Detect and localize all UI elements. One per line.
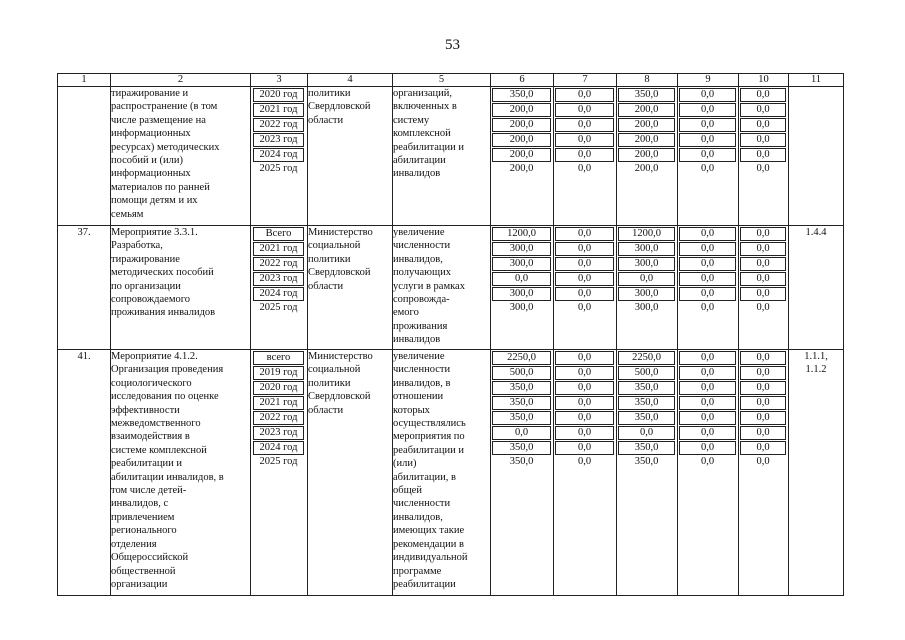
executor-line: политики bbox=[308, 377, 351, 389]
year-label: 2020 год bbox=[253, 381, 304, 395]
amount-value: 350,0 bbox=[618, 88, 675, 102]
amount-value: 0,0 bbox=[679, 411, 736, 425]
amount-value: 350,0 bbox=[634, 456, 659, 467]
indicator-line: отношении bbox=[393, 391, 444, 403]
row-number-cell bbox=[58, 87, 111, 226]
target-ref: 1.1.1, bbox=[804, 351, 828, 362]
amount-value: 350,0 bbox=[618, 381, 675, 395]
row-number-cell bbox=[58, 350, 111, 596]
indicator-cell bbox=[393, 226, 491, 350]
executor-line: Свердловской bbox=[308, 391, 371, 403]
amount-value: 0,0 bbox=[679, 148, 736, 162]
amount-value: 0,0 bbox=[740, 103, 786, 117]
amount-cell-c6 bbox=[491, 226, 554, 350]
executor-line: области bbox=[308, 114, 344, 126]
column-number: 6 bbox=[491, 74, 554, 87]
executor-line: области bbox=[308, 280, 344, 292]
activity-name-line: информационных bbox=[111, 168, 191, 180]
column-number: 4 bbox=[308, 74, 393, 87]
column-number: 11 bbox=[789, 74, 844, 87]
amount-value: 0,0 bbox=[679, 133, 736, 147]
indicator-line: инвалидов, bbox=[393, 511, 443, 523]
activity-name-line: эффективности bbox=[111, 404, 180, 416]
column-number: 2 bbox=[111, 74, 251, 87]
indicator-line: имеющих такие bbox=[393, 525, 465, 537]
amount-value: 0,0 bbox=[555, 366, 614, 380]
activity-name-line: Мероприятие 3.3.1. bbox=[111, 227, 198, 238]
table-row bbox=[58, 226, 844, 350]
amount-value: 0,0 bbox=[679, 242, 736, 256]
year-label: 2024 год bbox=[253, 148, 304, 162]
amount-value: 0,0 bbox=[679, 272, 736, 286]
executor-line: социальной bbox=[308, 364, 361, 376]
amount-cell-c8 bbox=[617, 87, 678, 226]
activity-name-line: инвалидов, с bbox=[111, 498, 169, 510]
indicator-line: численности bbox=[393, 364, 451, 376]
amount-value: 350,0 bbox=[618, 441, 675, 455]
executor-cell bbox=[308, 226, 393, 350]
executor-cell bbox=[308, 350, 393, 596]
amount-value: 0,0 bbox=[555, 242, 614, 256]
years-cell bbox=[251, 350, 308, 596]
amount-value: 0,0 bbox=[555, 103, 614, 117]
activity-name-line: проживания инвалидов bbox=[111, 307, 216, 319]
amount-value: 0,0 bbox=[740, 381, 786, 395]
amount-value: 500,0 bbox=[618, 366, 675, 380]
amount-value: 0,0 bbox=[555, 441, 614, 455]
column-number: 5 bbox=[393, 74, 491, 87]
target-ref: 1.1.2 bbox=[805, 364, 827, 376]
column-number-row bbox=[58, 74, 844, 87]
amount-value: 0,0 bbox=[700, 163, 715, 174]
amount-value: 300,0 bbox=[492, 242, 551, 256]
year-label: 2023 год bbox=[253, 133, 304, 147]
year-label: 2021 год bbox=[253, 103, 304, 117]
activity-name-line: Мероприятие 4.1.2. bbox=[111, 351, 198, 362]
indicator-line: комплексной bbox=[393, 128, 451, 140]
year-label: 2025 год bbox=[259, 302, 298, 313]
year-label: 2023 год bbox=[253, 426, 304, 440]
column-number: 1 bbox=[58, 74, 111, 87]
amount-value: 200,0 bbox=[492, 133, 551, 147]
amount-value: 0,0 bbox=[740, 133, 786, 147]
activity-name-line: общественной bbox=[111, 565, 176, 577]
executor-cell bbox=[308, 87, 393, 226]
amount-value: 0,0 bbox=[679, 287, 736, 301]
amount-value: 0,0 bbox=[555, 396, 614, 410]
amount-value: 0,0 bbox=[756, 456, 770, 467]
indicator-line: сопровожда- bbox=[393, 294, 450, 306]
amount-value: 0,0 bbox=[577, 163, 592, 174]
row-number: 37. bbox=[77, 227, 91, 238]
page-number: 53 bbox=[445, 37, 460, 53]
activity-name-line: реабилитации и bbox=[111, 458, 182, 470]
amount-value: 0,0 bbox=[555, 118, 614, 132]
target-ref-cell bbox=[789, 226, 844, 350]
amount-value: 0,0 bbox=[555, 227, 614, 241]
amount-value: 0,0 bbox=[679, 103, 736, 117]
amount-value: 200,0 bbox=[618, 133, 675, 147]
activity-name-line: помощи детям и их bbox=[111, 195, 198, 207]
amount-value: 0,0 bbox=[740, 351, 786, 365]
year-label: 2020 год bbox=[253, 88, 304, 102]
year-label: 2023 год bbox=[253, 272, 304, 286]
amount-value: 0,0 bbox=[679, 441, 736, 455]
amount-value: 0,0 bbox=[679, 426, 736, 440]
indicator-line: реабилитации и bbox=[393, 444, 464, 456]
indicator-line: емого bbox=[393, 307, 419, 319]
activity-name-line: организации bbox=[111, 578, 168, 590]
executor-line: политики bbox=[308, 253, 351, 265]
amount-value: 0,0 bbox=[555, 381, 614, 395]
year-label: всего bbox=[253, 351, 304, 365]
activity-name-line: Разработка, bbox=[111, 240, 163, 252]
executor-line: Министерство bbox=[308, 227, 373, 238]
amount-cell-c6 bbox=[491, 87, 554, 226]
amount-cell-c6 bbox=[491, 350, 554, 596]
amount-value: 1200,0 bbox=[618, 227, 675, 241]
amount-cell-c9 bbox=[678, 226, 739, 350]
indicator-line: численности bbox=[393, 498, 451, 510]
indicator-line: получающих bbox=[393, 267, 451, 279]
activity-name-line: тиражирование и bbox=[111, 88, 189, 99]
year-label: 2024 год bbox=[253, 287, 304, 301]
amount-value: 0,0 bbox=[679, 227, 736, 241]
amount-cell-c7 bbox=[554, 226, 617, 350]
indicator-line: реабилитации и bbox=[393, 141, 464, 153]
amount-cell-c8 bbox=[617, 226, 678, 350]
indicator-line: увеличение bbox=[393, 351, 445, 362]
year-label: 2019 год bbox=[253, 366, 304, 380]
year-label: 2025 год bbox=[259, 163, 298, 174]
amount-value: 0,0 bbox=[740, 396, 786, 410]
amount-value: 0,0 bbox=[555, 272, 614, 286]
activity-name-line: взаимодействия в bbox=[111, 431, 190, 443]
program-table bbox=[57, 73, 844, 596]
activity-name-line: отделения bbox=[111, 538, 157, 550]
amount-value: 0,0 bbox=[740, 272, 786, 286]
amount-value: 0,0 bbox=[577, 456, 592, 467]
column-number: 8 bbox=[617, 74, 678, 87]
indicator-line: инвалидов bbox=[393, 168, 441, 180]
amount-value: 350,0 bbox=[492, 411, 551, 425]
executor-line: области bbox=[308, 404, 344, 416]
indicator-line: инвалидов, bbox=[393, 253, 443, 265]
column-number: 3 bbox=[251, 74, 308, 87]
amount-value: 0,0 bbox=[679, 118, 736, 132]
amount-cell-c9 bbox=[678, 350, 739, 596]
amount-value: 0,0 bbox=[740, 257, 786, 271]
activity-name-line: социологического bbox=[111, 377, 192, 389]
amount-value: 350,0 bbox=[509, 456, 534, 467]
row-number: 41. bbox=[77, 351, 91, 362]
amount-value: 2250,0 bbox=[618, 351, 675, 365]
amount-value: 2250,0 bbox=[492, 351, 551, 365]
amount-cell-c10 bbox=[739, 226, 789, 350]
year-label: 2021 год bbox=[253, 396, 304, 410]
target-ref-cell bbox=[789, 350, 844, 596]
amount-value: 300,0 bbox=[492, 257, 551, 271]
activity-name-cell bbox=[111, 350, 251, 596]
column-number: 7 bbox=[554, 74, 617, 87]
amount-value: 0,0 bbox=[555, 148, 614, 162]
amount-value: 0,0 bbox=[679, 88, 736, 102]
amount-value: 0,0 bbox=[740, 441, 786, 455]
amount-value: 0,0 bbox=[740, 287, 786, 301]
amount-value: 1200,0 bbox=[492, 227, 551, 241]
amount-value: 350,0 bbox=[492, 381, 551, 395]
executor-line: Министерство bbox=[308, 351, 373, 362]
activity-name-line: тиражирование bbox=[111, 253, 180, 265]
amount-cell-c7 bbox=[554, 350, 617, 596]
indicator-line: абилитации, в bbox=[393, 471, 456, 483]
amount-cell-c9 bbox=[678, 87, 739, 226]
year-label: 2022 год bbox=[253, 411, 304, 425]
indicator-line: мероприятия по bbox=[393, 431, 465, 443]
amount-value: 0,0 bbox=[740, 227, 786, 241]
amount-value: 0,0 bbox=[555, 351, 614, 365]
amount-value: 300,0 bbox=[509, 302, 534, 313]
indicator-line: услуги в рамках bbox=[393, 280, 465, 292]
indicator-line: индивидуальной bbox=[393, 552, 468, 564]
activity-name-line: пособий и (или) bbox=[111, 155, 183, 167]
column-number: 9 bbox=[678, 74, 739, 87]
amount-value: 350,0 bbox=[492, 396, 551, 410]
amount-value: 300,0 bbox=[618, 287, 675, 301]
amount-value: 0,0 bbox=[679, 381, 736, 395]
amount-value: 0,0 bbox=[700, 456, 715, 467]
row-number-cell bbox=[58, 226, 111, 350]
amount-value: 0,0 bbox=[679, 351, 736, 365]
amount-value: 0,0 bbox=[679, 257, 736, 271]
amount-value: 0,0 bbox=[740, 366, 786, 380]
indicator-line: программе bbox=[393, 565, 442, 577]
indicator-line: увеличение bbox=[393, 227, 445, 238]
amount-value: 350,0 bbox=[618, 396, 675, 410]
activity-name-line: абилитации инвалидов, в bbox=[111, 471, 224, 483]
amount-value: 0,0 bbox=[756, 302, 770, 313]
indicator-line: включенных в bbox=[393, 101, 457, 113]
year-label: 2025 год bbox=[259, 456, 298, 467]
amount-value: 0,0 bbox=[492, 272, 551, 286]
target-ref: 1.4.4 bbox=[805, 227, 827, 238]
activity-name-line: по организации bbox=[111, 280, 181, 292]
activity-name-line: числе размещение на bbox=[111, 114, 206, 126]
amount-value: 0,0 bbox=[577, 302, 592, 313]
amount-value: 300,0 bbox=[492, 287, 551, 301]
amount-cell-c10 bbox=[739, 87, 789, 226]
amount-value: 0,0 bbox=[555, 287, 614, 301]
amount-value: 0,0 bbox=[740, 88, 786, 102]
amount-value: 300,0 bbox=[618, 242, 675, 256]
amount-value: 200,0 bbox=[618, 118, 675, 132]
amount-value: 0,0 bbox=[740, 411, 786, 425]
year-label: 2022 год bbox=[253, 118, 304, 132]
indicator-line: рекомендации в bbox=[393, 538, 464, 550]
year-label: 2021 год bbox=[253, 242, 304, 256]
activity-name-line: системе комплексной bbox=[111, 444, 207, 456]
indicator-line: систему bbox=[393, 114, 430, 126]
executor-line: Свердловской bbox=[308, 267, 371, 279]
amount-value: 200,0 bbox=[492, 103, 551, 117]
indicator-line: абилитации bbox=[393, 155, 446, 167]
indicator-line: реабилитации bbox=[393, 578, 456, 590]
years-cell bbox=[251, 226, 308, 350]
indicator-line: (или) bbox=[393, 458, 417, 470]
activity-name-line: привлечением bbox=[111, 511, 175, 523]
activity-name-line: сопровождаемого bbox=[111, 294, 191, 306]
activity-name-cell bbox=[111, 87, 251, 226]
amount-value: 0,0 bbox=[679, 366, 736, 380]
activity-name-line: Общероссийской bbox=[111, 552, 189, 564]
amount-value: 200,0 bbox=[634, 163, 659, 174]
amount-value: 0,0 bbox=[618, 426, 675, 440]
amount-value: 0,0 bbox=[555, 88, 614, 102]
indicator-line: осуществлялись bbox=[393, 418, 466, 430]
amount-value: 0,0 bbox=[555, 426, 614, 440]
amount-cell-c7 bbox=[554, 87, 617, 226]
indicator-line: организаций, bbox=[393, 88, 452, 99]
amount-value: 350,0 bbox=[492, 88, 551, 102]
activity-name-line: исследования по оценке bbox=[111, 391, 219, 403]
indicator-cell bbox=[393, 87, 491, 226]
amount-value: 0,0 bbox=[740, 118, 786, 132]
indicator-line: общей bbox=[393, 485, 422, 497]
activity-name-line: ресурсах) методических bbox=[111, 141, 220, 153]
indicator-line: которых bbox=[393, 404, 430, 416]
activity-name-line: материалов по ранней bbox=[111, 181, 210, 193]
indicator-line: инвалидов, в bbox=[393, 377, 451, 389]
table-row bbox=[58, 87, 844, 226]
amount-value: 500,0 bbox=[492, 366, 551, 380]
activity-name-cell bbox=[111, 226, 251, 350]
executor-line: социальной bbox=[308, 240, 361, 252]
years-cell bbox=[251, 87, 308, 226]
executor-line: политики bbox=[308, 88, 351, 99]
target-ref-cell bbox=[789, 87, 844, 226]
amount-value: 0,0 bbox=[700, 302, 715, 313]
amount-value: 0,0 bbox=[555, 133, 614, 147]
amount-value: 0,0 bbox=[618, 272, 675, 286]
activity-name-line: распространение (в том bbox=[111, 101, 218, 113]
amount-value: 0,0 bbox=[740, 426, 786, 440]
column-number: 10 bbox=[739, 74, 789, 87]
amount-value: 0,0 bbox=[740, 148, 786, 162]
activity-name-line: том числе детей- bbox=[111, 485, 187, 497]
activity-name-line: Организация проведения bbox=[111, 364, 224, 376]
amount-value: 200,0 bbox=[492, 118, 551, 132]
amount-value: 200,0 bbox=[509, 163, 534, 174]
amount-value: 200,0 bbox=[618, 148, 675, 162]
amount-value: 0,0 bbox=[492, 426, 551, 440]
amount-cell-c10 bbox=[739, 350, 789, 596]
year-label: 2024 год bbox=[253, 441, 304, 455]
indicator-line: численности bbox=[393, 240, 451, 252]
year-label: 2022 год bbox=[253, 257, 304, 271]
indicator-line: проживания bbox=[393, 320, 448, 332]
amount-value: 0,0 bbox=[679, 396, 736, 410]
activity-name-line: информационных bbox=[111, 128, 191, 140]
amount-value: 300,0 bbox=[618, 257, 675, 271]
amount-value: 0,0 bbox=[555, 257, 614, 271]
amount-value: 200,0 bbox=[492, 148, 551, 162]
amount-value: 0,0 bbox=[756, 163, 770, 174]
amount-value: 300,0 bbox=[634, 302, 659, 313]
year-label: Всего bbox=[253, 227, 304, 241]
amount-value: 200,0 bbox=[618, 103, 675, 117]
amount-value: 350,0 bbox=[492, 441, 551, 455]
executor-line: Свердловской bbox=[308, 101, 371, 113]
activity-name-line: регионального bbox=[111, 525, 177, 537]
activity-name-line: межведомственного bbox=[111, 418, 201, 430]
table-row bbox=[58, 350, 844, 596]
amount-value: 350,0 bbox=[618, 411, 675, 425]
amount-value: 0,0 bbox=[740, 242, 786, 256]
amount-value: 0,0 bbox=[555, 411, 614, 425]
indicator-line: инвалидов bbox=[393, 334, 441, 346]
activity-name-line: методических пособий bbox=[111, 267, 214, 279]
indicator-cell bbox=[393, 350, 491, 596]
activity-name-line: семьям bbox=[111, 208, 144, 220]
amount-cell-c8 bbox=[617, 350, 678, 596]
